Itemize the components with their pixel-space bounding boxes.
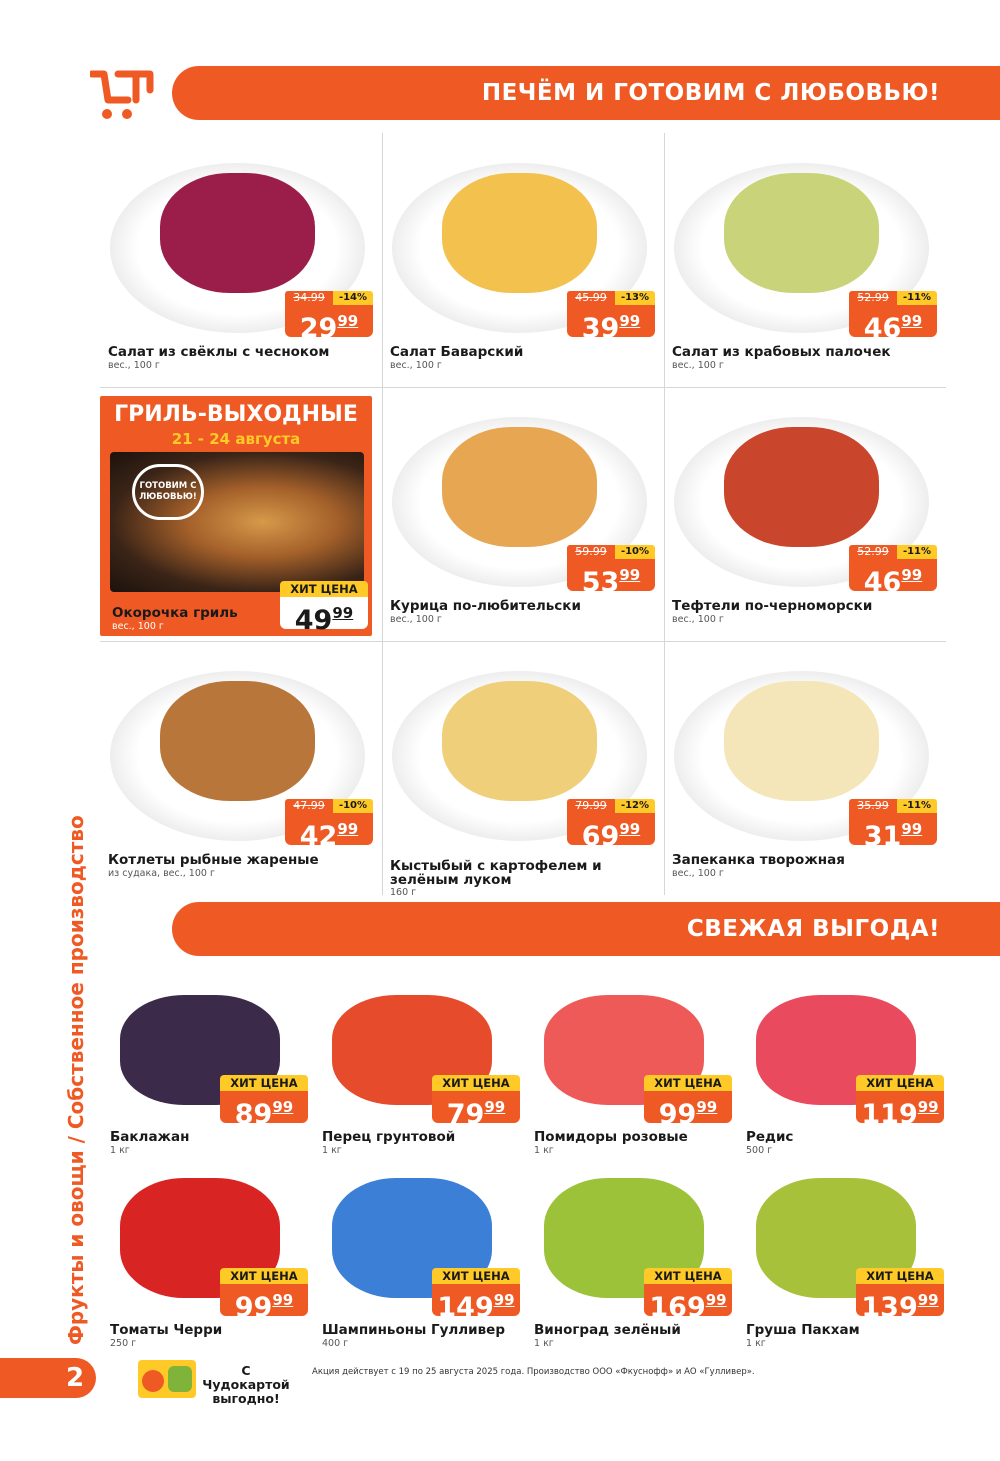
product-info: вес., 100 г (672, 360, 724, 371)
product-card[interactable] (664, 641, 946, 895)
price-rub: 99 (234, 1292, 273, 1323)
hit-price-label: ХИТ ЦЕНА (644, 1268, 732, 1284)
food-image (442, 427, 597, 547)
new-price (644, 1284, 732, 1323)
price-tag (432, 1268, 520, 1323)
product-name: Помидоры розовые (534, 1129, 688, 1145)
new-price (849, 305, 937, 344)
new-price (849, 559, 937, 598)
hit-price-label: ХИТ ЦЕНА (220, 1075, 308, 1091)
product-name: Окорочка гриль (112, 605, 238, 621)
price-kop: 99 (901, 312, 923, 330)
price-rub: 53 (581, 567, 620, 598)
price-kop: 99 (272, 1098, 294, 1116)
old-price: 52.99 (849, 545, 897, 559)
product-info: вес., 100 г (108, 360, 160, 371)
discount-badge: -14% (333, 291, 373, 305)
product-name: Перец грунтовой (322, 1129, 456, 1145)
product-name: Курица по-любительски (390, 598, 581, 614)
price-kop: 99 (337, 820, 359, 838)
product-name: Виноград зелёный (534, 1322, 681, 1338)
price-tag (849, 799, 937, 852)
discount-badge: -10% (615, 545, 655, 559)
price-kop: 99 (493, 1291, 515, 1309)
food-image (724, 427, 879, 547)
section-banner-cooking: ПЕЧЁМ И ГОТОВИМ С ЛЮБОВЬЮ! (172, 66, 1000, 120)
card-slogan: С Чудокартой выгодно! (202, 1363, 290, 1406)
price-kop: 99 (917, 1291, 939, 1309)
price-rub: 79 (446, 1099, 485, 1130)
price-rub: 39 (581, 313, 620, 344)
grill-weekend-promo[interactable] (100, 396, 372, 636)
old-price: 45.99 (567, 291, 615, 305)
section-banner-fresh: СВЕЖАЯ ВЫГОДА! (172, 902, 1000, 956)
product-name: Салат из свёклы с чесноком (108, 344, 330, 360)
new-price (567, 813, 655, 852)
price-tag (567, 291, 655, 344)
old-price: 52.99 (849, 291, 897, 305)
product-name: Запеканка творожная (672, 852, 845, 868)
discount-badge: -10% (333, 799, 373, 813)
product-info: 400 г (322, 1338, 349, 1349)
hit-price-label: ХИТ ЦЕНА (856, 1268, 944, 1284)
discount-badge: -11% (897, 291, 937, 305)
price-tag (432, 1075, 520, 1130)
heart-badge: ГОТОВИМ С ЛЮБОВЬЮ! (132, 464, 204, 520)
price-tag (285, 799, 373, 852)
discount-badge: -12% (615, 799, 655, 813)
product-card[interactable] (322, 1158, 534, 1348)
product-info: вес., 100 г (390, 360, 442, 371)
hit-price-label: ХИТ ЦЕНА (856, 1075, 944, 1091)
product-card[interactable] (664, 387, 946, 641)
price-kop: 99 (696, 1098, 718, 1116)
discount-badge: -13% (615, 291, 655, 305)
price-rub: 99 (658, 1099, 697, 1130)
product-name: Груша Пакхам (746, 1322, 860, 1338)
price-tag (220, 1075, 308, 1130)
product-card[interactable] (382, 133, 664, 387)
price-kop: 99 (484, 1098, 506, 1116)
hit-price-label: ХИТ ЦЕНА (220, 1268, 308, 1284)
product-info: вес., 100 г (112, 621, 164, 632)
old-price: 47.99 (285, 799, 333, 813)
price-kop: 99 (332, 604, 354, 622)
price-kop: 99 (272, 1291, 294, 1309)
gulliver-logo (90, 68, 154, 122)
price-rub: 29 (299, 313, 338, 344)
hit-price-label: ХИТ ЦЕНА (644, 1075, 732, 1091)
food-image (724, 681, 879, 801)
product-card[interactable] (534, 965, 746, 1155)
discount-badge: -11% (897, 799, 937, 813)
price-rub: 69 (581, 821, 620, 852)
price-rub: 149 (437, 1292, 494, 1323)
grilled-chicken-photo (110, 452, 364, 592)
price-kop: 99 (619, 312, 641, 330)
price-rub: 119 (861, 1099, 918, 1130)
side-category-text: Фрукты и овощи / Собственное производство (64, 815, 88, 1345)
price-tag (644, 1268, 732, 1323)
new-price (220, 1284, 308, 1323)
price-tag (856, 1268, 944, 1323)
old-price: 35.99 (849, 799, 897, 813)
new-price (856, 1091, 944, 1130)
product-info: 1 кг (534, 1338, 554, 1349)
product-info: вес., 100 г (672, 614, 724, 625)
product-info: 1 кг (746, 1338, 766, 1349)
product-name: Котлеты рыбные жареные (108, 852, 319, 868)
hit-price-label: ХИТ ЦЕНА (280, 581, 368, 597)
product-name: Кыстыбый с картофелем и зелёным луком (390, 858, 602, 888)
new-price (567, 559, 655, 598)
new-price (220, 1091, 308, 1130)
product-info: 160 г (390, 887, 417, 898)
price-tag (220, 1268, 308, 1323)
product-card[interactable] (100, 133, 382, 387)
food-image (724, 173, 879, 293)
price-rub: 89 (234, 1099, 273, 1130)
promo-dates: 21 - 24 августа (171, 430, 301, 448)
product-info: 1 кг (322, 1145, 342, 1156)
price-rub: 31 (863, 821, 902, 852)
price-tag (280, 581, 368, 636)
product-name: Салат из крабовых палочек (672, 344, 891, 360)
discount-badge: -11% (897, 545, 937, 559)
product-card[interactable] (110, 1158, 322, 1348)
ready-food-grid (100, 133, 946, 898)
product-card[interactable] (534, 1158, 746, 1348)
price-kop: 99 (619, 820, 641, 838)
product-card[interactable] (382, 641, 664, 898)
new-price (644, 1091, 732, 1130)
price-tag (849, 291, 937, 344)
promo-title: ГРИЛЬ-ВЫХОДНЫЕ (114, 402, 358, 427)
product-info: 250 г (110, 1338, 137, 1349)
product-info: 1 кг (110, 1145, 130, 1156)
product-info: 500 г (746, 1145, 773, 1156)
new-price (856, 1284, 944, 1323)
product-card[interactable] (746, 965, 958, 1155)
new-price (285, 305, 373, 344)
product-card[interactable] (664, 133, 946, 387)
food-image (442, 173, 597, 293)
food-image (442, 681, 597, 801)
product-card[interactable] (110, 965, 322, 1155)
product-info: вес., 100 г (390, 614, 442, 625)
hit-price-label: ХИТ ЦЕНА (432, 1268, 520, 1284)
product-name: Баклажан (110, 1129, 190, 1145)
old-price: 79.99 (567, 799, 615, 813)
hit-price-label: ХИТ ЦЕНА (432, 1075, 520, 1091)
price-kop: 99 (337, 312, 359, 330)
product-card[interactable] (322, 965, 534, 1155)
price-kop: 99 (901, 820, 923, 838)
page-number: 2 (0, 1358, 96, 1398)
product-name: Шампиньоны Гулливер (322, 1322, 505, 1338)
product-card[interactable] (746, 1158, 958, 1348)
product-name: Редис (746, 1129, 794, 1145)
product-card[interactable] (100, 641, 382, 895)
price-kop: 99 (917, 1098, 939, 1116)
price-tag (856, 1075, 944, 1130)
price-kop: 99 (901, 566, 923, 584)
price-tag (567, 799, 655, 852)
new-price (432, 1284, 520, 1323)
price-rub: 46 (863, 567, 902, 598)
price-tag (849, 545, 937, 598)
new-price (849, 813, 937, 852)
new-price (567, 305, 655, 344)
chudo-card-image (138, 1360, 196, 1398)
product-info: 1 кг (534, 1145, 554, 1156)
price-kop: 99 (705, 1291, 727, 1309)
product-name: Томаты Черри (110, 1322, 223, 1338)
price-kop: 99 (619, 566, 641, 584)
old-price: 59.99 (567, 545, 615, 559)
product-name: Салат Баварский (390, 344, 524, 360)
new-price (285, 813, 373, 852)
price-rub: 139 (861, 1292, 918, 1323)
price-tag (644, 1075, 732, 1130)
product-info: вес., 100 г (672, 868, 724, 879)
old-price: 34.99 (285, 291, 333, 305)
new-price (432, 1091, 520, 1130)
price-tag (285, 291, 373, 344)
price-rub: 49 (294, 605, 333, 636)
price-rub: 42 (299, 821, 338, 852)
product-info: из судака, вес., 100 г (108, 868, 215, 879)
product-card[interactable] (382, 387, 664, 641)
product-name: Тефтели по-черноморски (672, 598, 873, 614)
price-rub: 46 (863, 313, 902, 344)
price-tag (567, 545, 655, 598)
legal-note: Акция действует с 19 по 25 августа 2025 года. Производство ООО «Фкуснофф» и АО «Гулливер». (312, 1367, 755, 1377)
food-image (160, 681, 315, 801)
food-image (160, 173, 315, 293)
price-rub: 169 (649, 1292, 706, 1323)
